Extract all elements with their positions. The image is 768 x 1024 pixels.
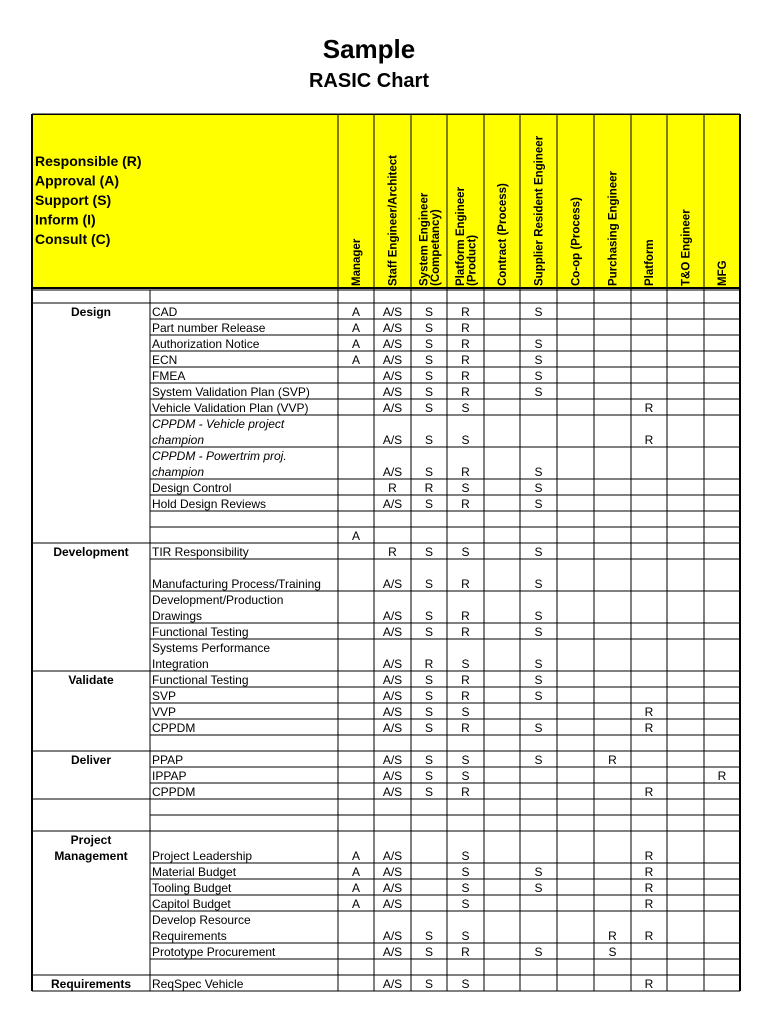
phase-label: Project Management xyxy=(54,833,128,863)
rasic-cell: S xyxy=(534,721,543,735)
rasic-cell: S xyxy=(424,721,434,735)
column-header: Purchasing Engineer xyxy=(607,170,620,286)
task-label: Prototype Procurement xyxy=(152,945,276,959)
legend-item: Responsible (R) xyxy=(35,153,142,169)
rasic-cell: A/S xyxy=(382,385,403,399)
legend-item: Approval (A) xyxy=(35,172,119,189)
rasic-cell: S xyxy=(424,305,434,319)
rasic-cell: A xyxy=(351,305,361,319)
task-label: champion xyxy=(152,465,205,479)
rasic-cell: S xyxy=(461,929,470,943)
rasic-cell: S xyxy=(534,673,543,687)
rasic-cell: A xyxy=(351,529,361,543)
rasic-cell: A/S xyxy=(382,337,403,351)
rasic-cell: R xyxy=(644,849,654,863)
rasic-cell: R xyxy=(644,897,654,911)
rasic-cell: A xyxy=(351,337,361,351)
header-band xyxy=(32,114,740,288)
rasic-cell: A xyxy=(351,881,361,895)
rasic-cell: S xyxy=(424,577,434,591)
rasic-cell: R xyxy=(644,929,654,943)
rasic-cell: S xyxy=(424,785,434,799)
rasic-cell: S xyxy=(424,433,434,447)
rasic-cell: S xyxy=(461,433,470,447)
rasic-cell: R xyxy=(461,465,470,479)
rasic-cell: R xyxy=(424,481,434,495)
task-label: CPPDM - Vehicle project xyxy=(152,417,285,431)
task-label: Requirements xyxy=(152,929,227,943)
rasic-cell: R xyxy=(461,625,470,639)
rasic-cell: S xyxy=(424,689,434,703)
task-label: CPPDM xyxy=(152,721,196,735)
rasic-cell: S xyxy=(424,369,434,383)
rasic-cell: S xyxy=(534,545,543,559)
rasic-cell: S xyxy=(424,945,434,959)
column-header: Platform xyxy=(644,239,656,286)
rasic-cell: S xyxy=(534,657,543,671)
rasic-cell: R xyxy=(424,657,434,671)
rasic-cell: A/S xyxy=(382,433,403,447)
rasic-cell: R xyxy=(644,433,654,447)
rasic-cell: R xyxy=(461,673,470,687)
task-label: IPPAP xyxy=(152,769,187,783)
column-header: MFG xyxy=(717,260,729,286)
rasic-cell: S xyxy=(424,769,434,783)
column-header: Co-op (Process) xyxy=(570,197,583,286)
rasic-cell: S xyxy=(534,465,543,479)
rasic-cell: S xyxy=(534,385,543,399)
rasic-cell: S xyxy=(534,625,543,639)
rasic-cell: S xyxy=(424,673,434,687)
rasic-cell: S xyxy=(424,705,434,719)
column-header: Contract (Process) xyxy=(497,183,509,286)
rasic-cell: A/S xyxy=(382,401,403,415)
rasic-cell: R xyxy=(461,577,470,591)
rasic-cell: S xyxy=(424,545,434,559)
rasic-cell: S xyxy=(424,753,434,767)
rasic-cell: R xyxy=(461,321,470,335)
task-label: TIR Responsibility xyxy=(152,545,249,559)
rasic-cell: S xyxy=(424,497,434,511)
rasic-cell: S xyxy=(534,753,543,767)
rasic-cell: A/S xyxy=(382,657,403,671)
rasic-cell: A/S xyxy=(382,849,403,863)
rasic-cell: A/S xyxy=(382,465,403,479)
column-header: (Competancy) xyxy=(429,209,442,286)
rasic-cell: S xyxy=(424,977,434,991)
task-label: Tooling Budget xyxy=(152,881,232,895)
column-header: System Engineer xyxy=(418,192,431,286)
rasic-cell: S xyxy=(461,769,470,783)
rasic-cell: R xyxy=(608,753,617,767)
rasic-cell: R xyxy=(644,401,654,415)
rasic-cell: S xyxy=(461,545,470,559)
rasic-cell: R xyxy=(608,929,617,943)
rasic-cell: S xyxy=(424,609,434,623)
rasic-cell: R xyxy=(644,977,654,991)
rasic-cell: S xyxy=(424,465,434,479)
rasic-cell: A/S xyxy=(382,721,403,735)
rasic-cell: A/S xyxy=(382,673,403,687)
task-label: Authorization Notice xyxy=(152,337,260,351)
column-header: Supplier Resident Engineer xyxy=(533,135,546,286)
phase-label: Design xyxy=(70,305,112,319)
task-label: SVP xyxy=(152,689,177,703)
rasic-cell: S xyxy=(424,337,434,351)
rasic-cell: R xyxy=(461,385,470,399)
rasic-cell: S xyxy=(461,977,470,991)
task-label: CAD xyxy=(152,305,178,319)
rasic-cell: S xyxy=(424,625,434,639)
column-header: T&O Engineer xyxy=(680,209,693,286)
task-label: Part number Release xyxy=(152,321,266,335)
task-label: Material Budget xyxy=(152,865,237,879)
rasic-cell: A/S xyxy=(382,977,403,991)
task-label: VVP xyxy=(152,705,177,719)
rasic-cell: R xyxy=(644,865,654,879)
rasic-cell: A xyxy=(351,849,361,863)
rasic-cell: R xyxy=(461,721,470,735)
rasic-cell: S xyxy=(534,353,543,367)
rasic-cell: A/S xyxy=(382,881,403,895)
rasic-cell: R xyxy=(644,881,654,895)
phase-label: Validate xyxy=(68,673,114,687)
phase-label: Requirements xyxy=(50,977,132,991)
rasic-cell: R xyxy=(461,497,470,511)
rasic-cell: R xyxy=(461,785,470,799)
phase-label: Deliver xyxy=(70,753,112,767)
rasic-cell: A/S xyxy=(382,353,403,367)
rasic-cell: S xyxy=(534,337,543,351)
rasic-cell: S xyxy=(534,577,543,591)
rasic-cell: A xyxy=(351,897,361,911)
rasic-cell: A/S xyxy=(382,577,403,591)
task-label: Development/Production xyxy=(152,593,284,607)
rasic-cell: S xyxy=(461,849,470,863)
rasic-cell: S xyxy=(534,865,543,879)
rasic-cell: R xyxy=(388,545,397,559)
column-header: (Product) xyxy=(466,234,479,286)
rasic-cell: A/S xyxy=(382,865,403,879)
rasic-cell: A/S xyxy=(382,785,403,799)
rasic-cell: R xyxy=(461,609,470,623)
rasic-cell: A/S xyxy=(382,769,403,783)
rasic-cell: A/S xyxy=(382,625,403,639)
rasic-cell: S xyxy=(534,497,543,511)
rasic-cell: S xyxy=(424,929,434,943)
rasic-cell: S xyxy=(461,897,470,911)
rasic-cell: R xyxy=(461,353,470,367)
task-label: Capitol Budget xyxy=(152,897,231,911)
rasic-cell: S xyxy=(424,385,434,399)
rasic-cell: R xyxy=(461,305,470,319)
rasic-cell: A/S xyxy=(382,321,403,335)
task-label: Vehicle Validation Plan (VVP) xyxy=(152,401,309,415)
rasic-cell: A/S xyxy=(382,897,403,911)
task-label: Hold Design Reviews xyxy=(152,497,267,511)
task-label: Drawings xyxy=(152,609,203,623)
rasic-cell: S xyxy=(534,305,543,319)
rasic-cell: S xyxy=(424,321,434,335)
rasic-cell: S xyxy=(461,881,470,895)
task-label: Design Control xyxy=(152,481,232,495)
rasic-cell: R xyxy=(644,721,654,735)
rasic-cell: S xyxy=(461,481,470,495)
task-label: ReqSpec Vehicle xyxy=(152,977,244,991)
task-label: Functional Testing xyxy=(152,625,249,639)
rasic-cell: A xyxy=(351,353,361,367)
rasic-cell: S xyxy=(461,753,470,767)
legend-item: Inform (I) xyxy=(35,211,96,228)
rasic-cell: S xyxy=(534,689,543,703)
rasic-cell: S xyxy=(424,401,434,415)
task-label: ECN xyxy=(152,353,178,367)
rasic-cell: R xyxy=(388,481,397,495)
task-label: Functional Testing xyxy=(152,673,249,687)
task-label: Project Leadership xyxy=(152,849,253,863)
rasic-cell: S xyxy=(534,609,543,623)
rasic-cell: R xyxy=(461,337,470,351)
column-header: Staff Engineer/Architect xyxy=(387,155,400,286)
rasic-cell: A/S xyxy=(382,305,403,319)
task-label: PPAP xyxy=(152,753,184,767)
rasic-cell: S xyxy=(534,945,543,959)
rasic-cell: A xyxy=(351,865,361,879)
task-label: System Validation Plan (SVP) xyxy=(152,385,310,399)
phase-label: Development xyxy=(53,545,129,559)
column-header: Platform Engineer xyxy=(454,186,467,286)
rasic-cell: R xyxy=(644,705,654,719)
rasic-cell: A/S xyxy=(382,497,403,511)
task-label: CPPDM - Powertrim proj. xyxy=(152,449,287,463)
rasic-cell: R xyxy=(461,945,470,959)
task-label: Systems Performance xyxy=(152,641,271,655)
legend-item: Consult (C) xyxy=(35,231,111,247)
rasic-cell: A/S xyxy=(382,929,403,943)
rasic-cell: S xyxy=(534,481,543,495)
column-header: Manager xyxy=(351,238,363,286)
rasic-cell: S xyxy=(461,705,470,719)
task-label: champion xyxy=(152,433,205,447)
task-label: FMEA xyxy=(152,369,186,383)
rasic-cell: A/S xyxy=(382,689,403,703)
task-label: Integration xyxy=(152,657,209,671)
rasic-cell: R xyxy=(461,369,470,383)
document-title: Sample xyxy=(322,34,416,64)
rasic-cell: S xyxy=(608,945,617,959)
rasic-cell: A xyxy=(351,321,361,335)
rasic-cell: R xyxy=(717,769,727,783)
rasic-cell: A/S xyxy=(382,945,403,959)
rasic-cell: A/S xyxy=(382,369,403,383)
rasic-cell: S xyxy=(461,401,470,415)
rasic-cell: S xyxy=(534,881,543,895)
task-label: Manufacturing Process/Training xyxy=(152,577,321,591)
rasic-cell: S xyxy=(424,353,434,367)
rasic-cell: R xyxy=(644,785,654,799)
rasic-cell: A/S xyxy=(382,705,403,719)
task-label: CPPDM xyxy=(152,785,196,799)
rasic-cell: A/S xyxy=(382,753,403,767)
rasic-cell: S xyxy=(461,865,470,879)
task-label: Develop Resource xyxy=(152,913,251,927)
legend-item: Support (S) xyxy=(35,192,112,208)
rasic-cell: S xyxy=(461,657,470,671)
document-subtitle: RASIC Chart xyxy=(308,70,429,92)
rasic-cell: S xyxy=(534,369,543,383)
rasic-cell: R xyxy=(461,689,470,703)
rasic-cell: A/S xyxy=(382,609,403,623)
